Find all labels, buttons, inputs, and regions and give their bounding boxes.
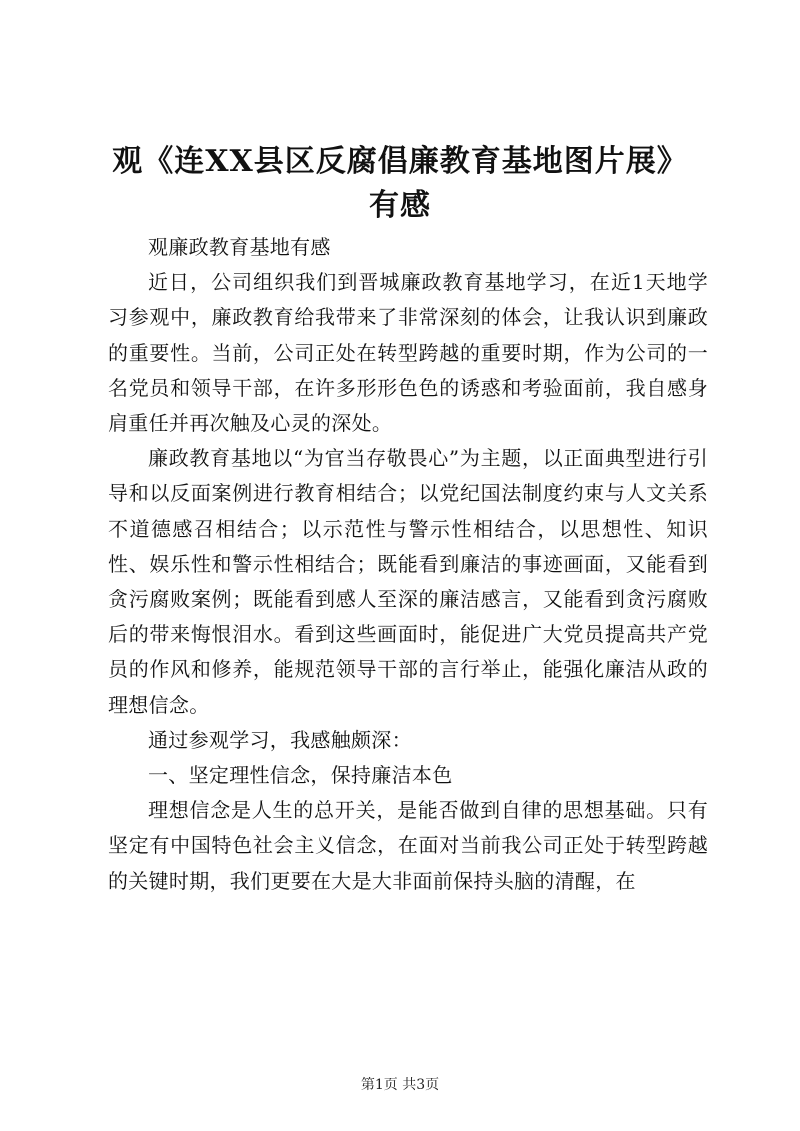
paragraph: 理想信念是人生的总开关，是能否做到自律的思想基础。只有坚定有中国特色社会主义信念，在面对当前我公司正处于转型跨越的关键时期，我们更要在大是大非面前保持头脑的清醒，在 bbox=[108, 798, 708, 893]
paragraph: 近日，公司组织我们到晋城廉政教育基地学习，在近1天地学习参观中，廉政教育给我带来了非常深刻的体会，让我认识到廉政的重要性。当前，公司正处在转型跨越的重要时期，作为公司的一名党员和领导干部，在许多形形色色的诱惑和考验面前，我自感身肩重任并再次触及心灵的深处。 bbox=[108, 270, 708, 436]
section-heading: 一、坚定理性信念，保持廉洁本色 bbox=[148, 763, 453, 788]
document-title: 观《连XX县区反腐倡廉教育基地图片展》有感 bbox=[112, 144, 688, 223]
paragraph: 通过参观学习，我感触颇深： bbox=[148, 727, 412, 752]
document-body bbox=[108, 230, 708, 899]
page-footer: 第1页 共3页 bbox=[360, 1077, 440, 1093]
paragraph: 廉政教育基地以“为官当存敬畏心”为主题，以正面典型进行引导和以反面案例进行教育相结合；以党纪国法制度约束与人文关系不道德感召相结合；以示范性与警示性相结合，以思想性、知识性、娱乐性和警示性相结合；既能看到廉洁的事迹画面，又能看到贪污腐败案例；既能看到感人至深的廉洁感言，又能看到贪污腐败后的带来悔恨泪水。看到这些画面时，能促进广大党员提高共产党员的作风和修养，能规范领导干部的言行举止，能强化廉洁从政的理想信念。 bbox=[108, 446, 708, 717]
paragraph-subtitle: 观廉政教育基地有感 bbox=[148, 235, 331, 259]
